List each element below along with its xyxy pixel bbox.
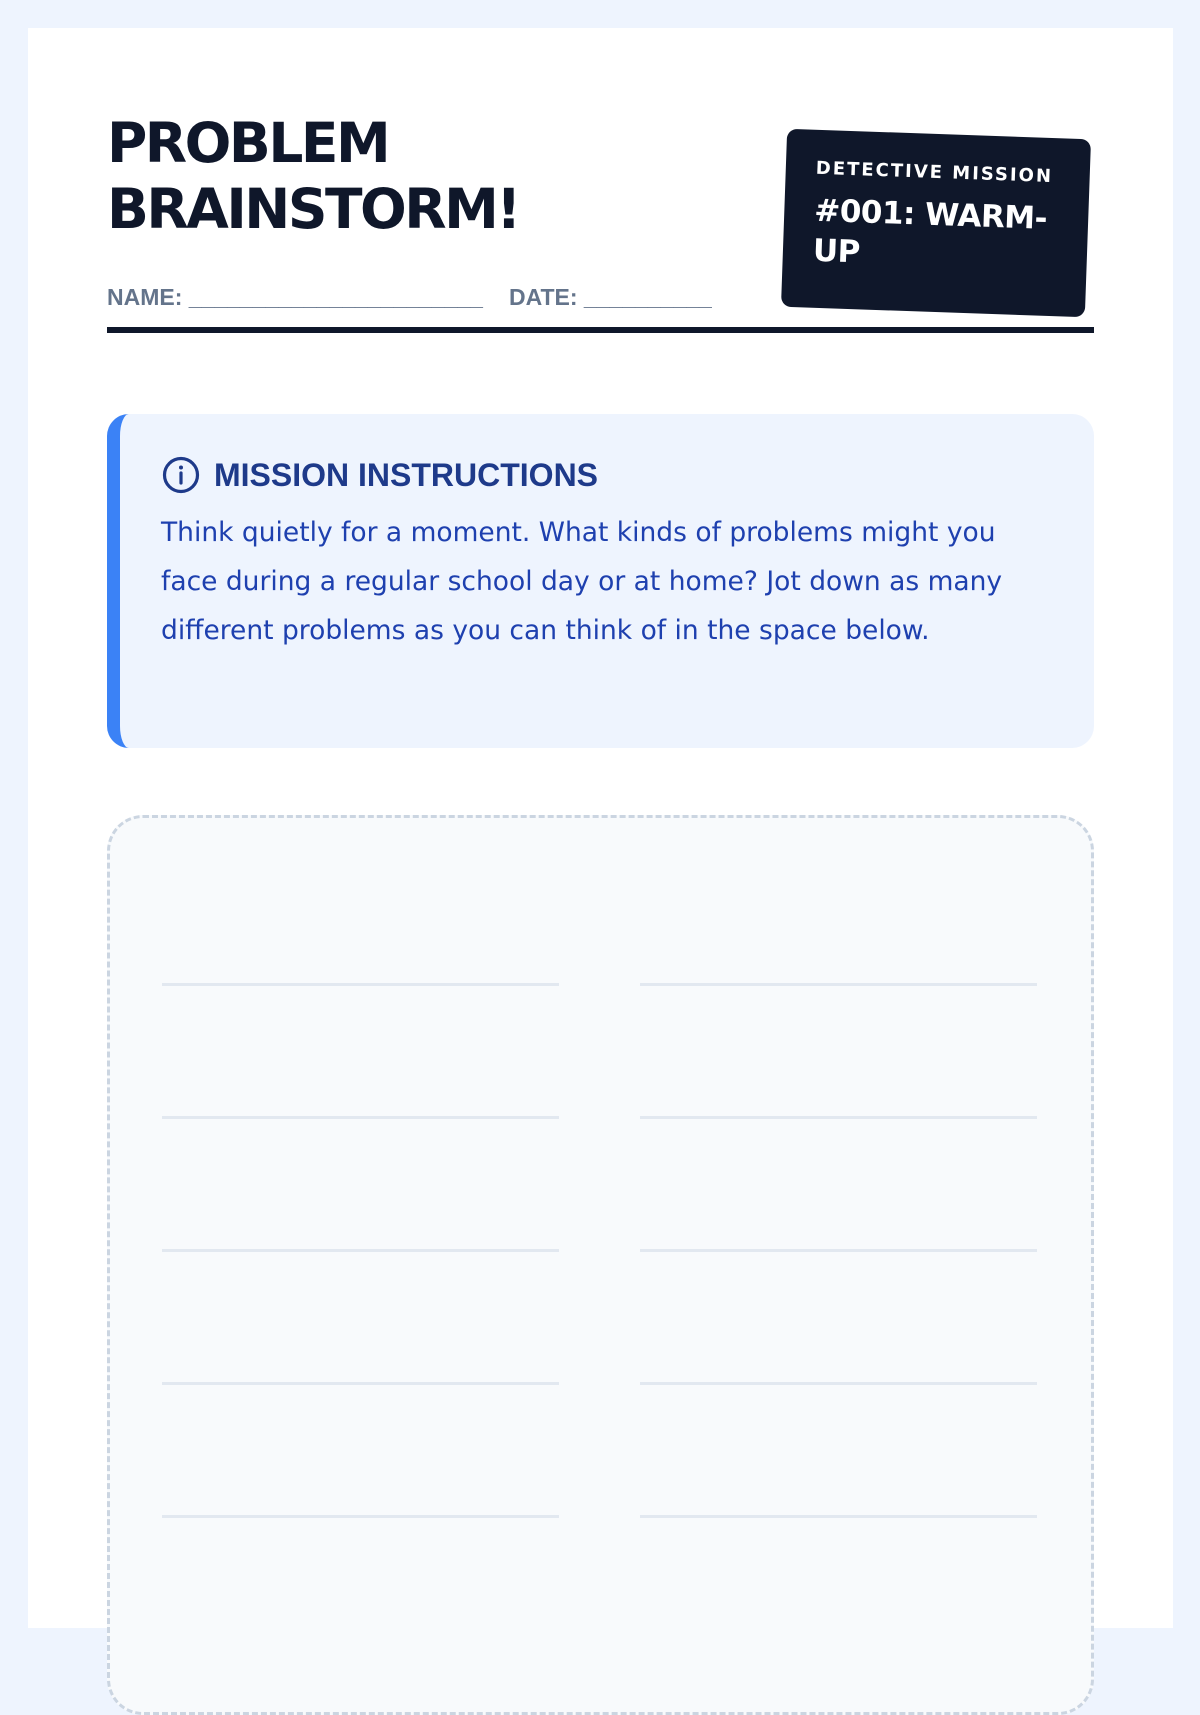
mission-badge-value: #001: WARM-UP bbox=[812, 192, 1048, 271]
writing-line[interactable] bbox=[162, 983, 559, 986]
writing-line[interactable] bbox=[162, 1116, 559, 1119]
worksheet-page bbox=[28, 28, 1173, 1628]
writing-line[interactable] bbox=[162, 1382, 559, 1385]
header-divider bbox=[107, 327, 1094, 333]
instructions-title: MISSION INSTRUCTIONS bbox=[214, 456, 599, 493]
date-field[interactable]: DATE: __________ bbox=[508, 284, 712, 310]
writing-line[interactable] bbox=[640, 1116, 1037, 1119]
writing-line[interactable] bbox=[640, 1515, 1037, 1518]
instructions-text: Think quietly for a moment. What kinds of problems might you face during a regular school day or at home? Jot down as many different problems as you can think of in the space below. bbox=[161, 517, 1003, 646]
writing-line[interactable] bbox=[640, 983, 1037, 986]
mission-badge-label: DETECTIVE MISSION bbox=[815, 157, 1054, 188]
info-icon bbox=[161, 455, 201, 495]
mission-instructions-card bbox=[107, 414, 1094, 748]
writing-line[interactable] bbox=[640, 1382, 1037, 1385]
mission-badge bbox=[781, 129, 1091, 318]
instructions-header bbox=[161, 457, 1054, 493]
brainstorm-writing-area[interactable] bbox=[107, 815, 1094, 1715]
worksheet-title bbox=[107, 110, 519, 242]
writing-line[interactable] bbox=[162, 1515, 559, 1518]
name-field[interactable]: NAME: _______________________ bbox=[107, 284, 483, 310]
writing-line[interactable] bbox=[640, 1249, 1037, 1252]
name-date-row bbox=[107, 284, 712, 311]
writing-line[interactable] bbox=[162, 1249, 559, 1252]
title-line-1: PROBLEM bbox=[107, 111, 389, 175]
title-line-2: BRAINSTORM! bbox=[107, 177, 519, 241]
